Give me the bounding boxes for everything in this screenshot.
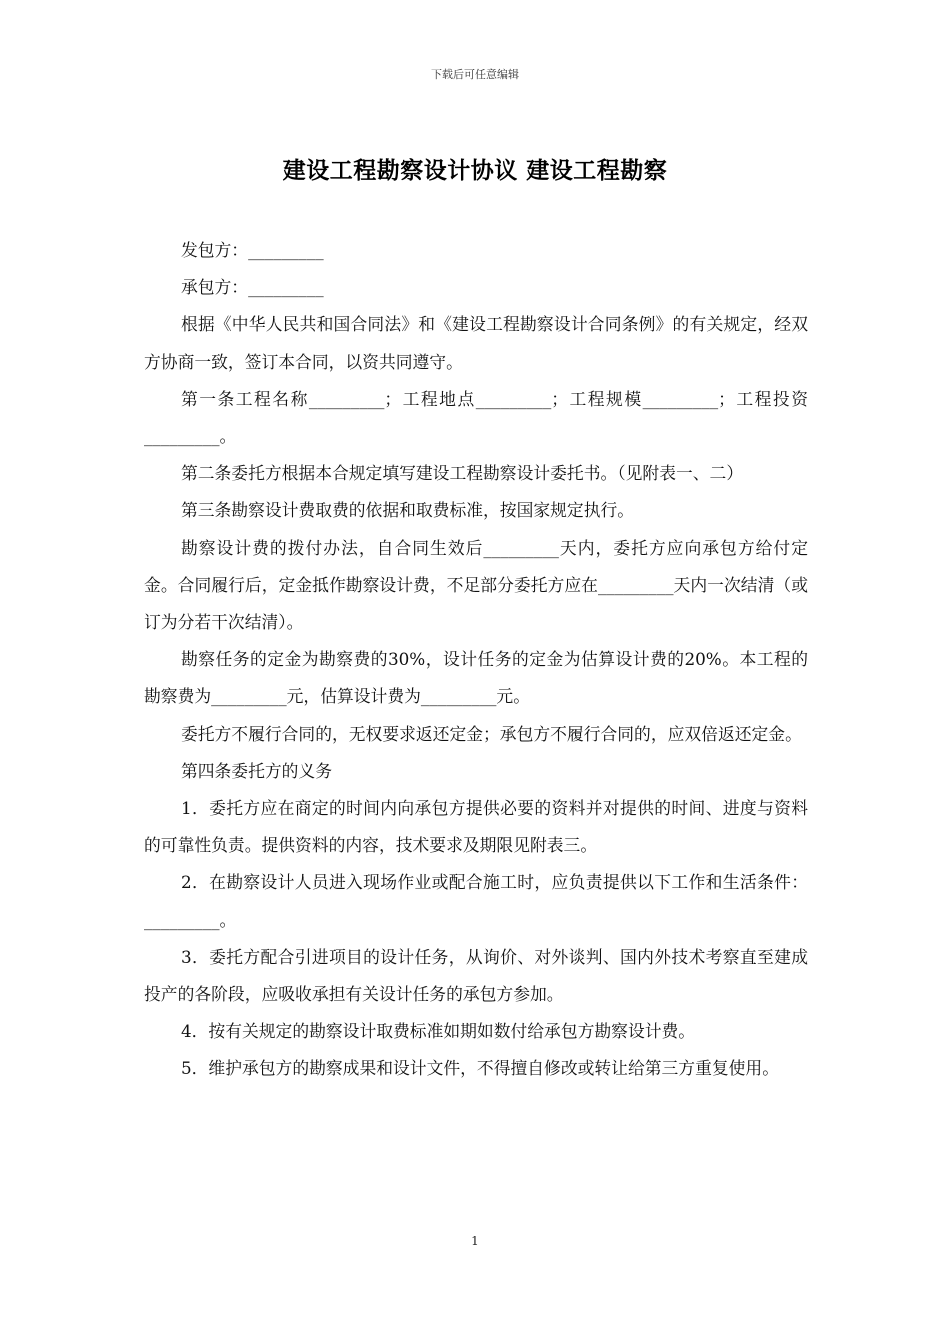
article-4-heading: 第四条委托方的义务 (180, 760, 332, 781)
article-3-paragraph: 第三条勘察设计费取费的依据和取费标准，按国家规定执行。 (180, 500, 635, 521)
document-title: 建设工程勘察设计协议 建设工程勘察 (282, 158, 668, 184)
payment-method-paragraph: 勘察设计费的拨付办法，自合同生效后_________天内，委托方应向承包方给付定金。合同履行后，定金抵作勘察设计费，不足部分委托方应在_________天内一次结清（或订为分若干次结清）。 (144, 537, 808, 633)
default-paragraph: 委托方不履行合同的，无权要求返还定金；承包方不履行合同的，应双倍返还定金。 (180, 723, 802, 744)
obligation-item-2: 2．在勘察设计人员进入现场作业或配合施工时，应负责提供以下工作和生活条件：_________。 (144, 872, 808, 930)
obligation-item-3: 3．委托方配合引进项目的设计任务，从询价、对外谈判、国内外技术考察直至建成投产的各阶段，应吸收承担有关设计任务的承包方参加。 (144, 946, 808, 1005)
page-number: 1 (471, 1234, 479, 1248)
article-2-paragraph: 第二条委托方根据本合规定填写建设工程勘察设计委托书。（见附表一、二） (180, 463, 744, 484)
obligation-item-4: 4．按有关规定的勘察设计取费标准如期如数付给承包方勘察设计费。 (180, 1021, 696, 1042)
deposit-paragraph: 勘察任务的定金为勘察费的30%，设计任务的定金为估算设计费的20%。本工程的勘察费为_________元，估算设计费为_________元。 (144, 649, 808, 707)
party-a-line: 发包方：_________ (180, 240, 324, 260)
obligation-item-1: 1．委托方应在商定的时间内向承包方提供必要的资料并对提供的时间、进度与资料的可靠性负责。提供资料的内容，技术要求及期限见附表三。 (144, 798, 808, 856)
article-1-paragraph: 第一条工程名称_________；工程地点_________；工程规模_________；工程投资_________。 (144, 388, 808, 447)
party-b-line: 承包方：_________ (180, 277, 324, 298)
preamble-paragraph: 根据《中华人民共和国合同法》和《建设工程勘察设计合同条例》的有关规定，经双方协商一致，签订本合同，以资共同遵守。 (144, 314, 808, 372)
obligation-item-5: 5．维护承包方的勘察成果和设计文件，不得擅自修改或转让给第三方重复使用。 (180, 1058, 779, 1079)
header-note: 下载后可任意编辑 (431, 68, 519, 81)
document-body (144, 232, 808, 1088)
